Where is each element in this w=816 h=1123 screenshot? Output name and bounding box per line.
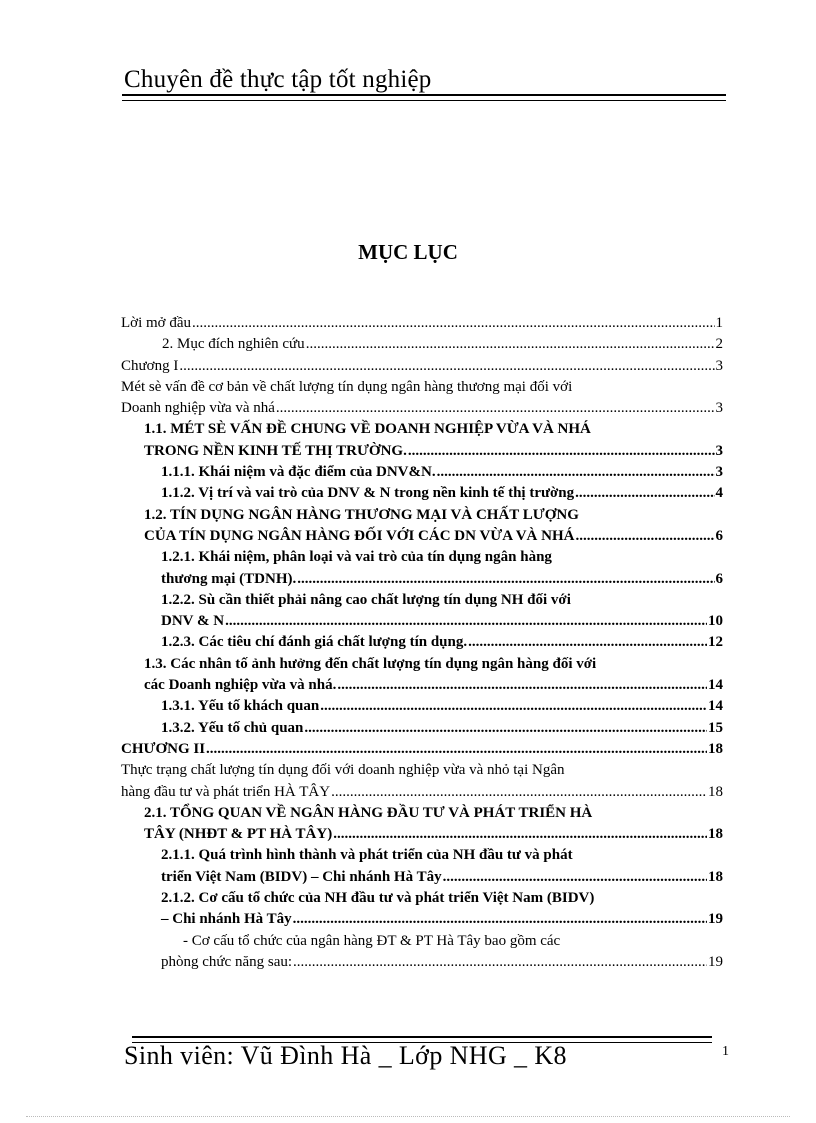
toc-dot-leader — [575, 526, 714, 547]
toc-page-number: 19 — [708, 911, 723, 928]
toc-dot-leader — [276, 398, 715, 419]
toc-entry[interactable] — [121, 483, 723, 504]
toc-entry[interactable] — [121, 590, 723, 611]
toc-entry[interactable] — [121, 377, 723, 398]
page-title: MỤC LỤC — [358, 240, 458, 264]
toc-entry[interactable] — [121, 760, 723, 781]
toc-entry-text: – Chi nhánh Hà Tây — [161, 911, 292, 928]
toc-page-number: 6 — [715, 570, 723, 587]
toc-dot-leader — [206, 739, 707, 760]
toc-dot-leader — [437, 462, 715, 483]
page-edge-divider — [26, 1116, 790, 1117]
toc-dot-leader — [443, 867, 707, 888]
toc-entry-text: hàng đầu tư và phát triển HÀ TÂY — [121, 783, 331, 800]
toc-entry-text: Thực trạng chất lượng tín dụng đối với doanh nghiệp vừa và nhỏ tại Ngân — [121, 762, 565, 779]
toc-entry[interactable] — [121, 441, 723, 462]
toc-dot-leader — [306, 334, 715, 355]
toc-entry[interactable] — [121, 356, 723, 377]
toc-entry-text: 2.1.1. Quá trình hình thành và phát triển của NH đầu tư và phát — [161, 847, 573, 864]
toc-entry[interactable] — [121, 569, 723, 590]
page-number: 1 — [722, 1044, 729, 1059]
toc-entry-text: 2.1. TỔNG QUAN VỀ NGÂN HÀNG ĐẦU TƯ VÀ PHÁT TRIỂN HÀ — [144, 804, 593, 821]
toc-entry[interactable] — [121, 931, 723, 952]
toc-page-number: 18 — [708, 868, 723, 885]
toc-page-number: 18 — [708, 740, 723, 757]
toc-page-number: 6 — [715, 527, 723, 544]
toc-page-number: 3 — [715, 464, 723, 481]
toc-page-number: 2 — [715, 336, 723, 353]
toc-entry[interactable] — [121, 505, 723, 526]
toc-page-number: 10 — [708, 613, 723, 630]
toc-page-number: 18 — [708, 783, 723, 800]
toc-dot-leader — [192, 313, 714, 334]
header-rule — [122, 94, 726, 101]
toc-entry-text: triển Việt Nam (BIDV) – Chi nhánh Hà Tây — [161, 868, 442, 885]
toc-entry[interactable] — [121, 845, 723, 866]
toc-entry[interactable] — [121, 462, 723, 483]
toc-entry[interactable] — [121, 718, 723, 739]
toc-dot-leader — [575, 483, 714, 504]
toc-entry[interactable] — [121, 696, 723, 717]
toc-entry[interactable] — [121, 952, 723, 973]
toc-entry-text: 1.2. TÍN DỤNG NGÂN HÀNG THƯƠNG MẠI VÀ CHẤT LƯỢNG — [144, 506, 579, 523]
toc-entry-text: 1.3.2. Yếu tố chủ quan — [161, 719, 304, 736]
toc-entry-text: 2. Mục đích nghiên cứu — [162, 336, 305, 353]
toc-dot-leader — [179, 356, 714, 377]
toc-entry[interactable] — [121, 526, 723, 547]
toc-entry-text: 1.2.2. Sù cần thiết phải nâng cao chất lượng tín dụng NH đối với — [161, 591, 571, 608]
toc-dot-leader — [331, 782, 707, 803]
toc-dot-leader — [320, 696, 707, 717]
toc-entry-text: 1.2.1. Khái niệm, phân loại và vai trò của tín dụng ngân hàng — [161, 549, 552, 566]
toc-dot-leader — [293, 952, 707, 973]
toc-entry[interactable] — [121, 782, 723, 803]
toc-page-number: 3 — [715, 442, 723, 459]
toc-entry[interactable] — [121, 654, 723, 675]
toc-entry-text: Doanh nghiệp vừa và nhá — [121, 400, 275, 417]
toc-page-number: 14 — [708, 698, 723, 715]
toc-entry[interactable] — [121, 739, 723, 760]
toc-entry-text: TÂY (NHĐT & PT HÀ TÂY) — [144, 826, 333, 843]
header-title: Chuyên đề thực tập tốt nghiệp — [124, 66, 432, 93]
toc-dot-leader — [293, 909, 707, 930]
toc-entry-text: 1.1.2. Vị trí và vai trò của DNV & N trong nền kinh tế thị trường — [161, 485, 575, 502]
toc-dot-leader — [408, 441, 715, 462]
toc-entry-text: Lời mở đầu — [121, 315, 192, 331]
toc-page-number: 18 — [708, 826, 723, 843]
toc-entry-text: 1.3. Các nhân tố ảnh hưởng đến chất lượng tín dụng ngân hàng đối với — [144, 655, 597, 672]
toc-entry[interactable] — [121, 398, 723, 419]
toc-entry[interactable] — [121, 632, 723, 653]
toc-page-number: 19 — [708, 953, 723, 970]
toc-dot-leader — [225, 611, 707, 632]
toc-dot-leader — [468, 632, 707, 653]
toc-entry-text: TRONG NỀN KINH TẾ THỊ TRƯỜNG. — [144, 442, 407, 459]
toc-entry-text: Mét sè vấn đề cơ bản về chất lượng tín dụng ngân hàng thương mại đối với — [121, 378, 573, 395]
toc-entry-text: 1.1. MÉT SÈ VẤN ĐỀ CHUNG VỀ DOANH NGHIỆP VỪA VÀ NHÁ — [144, 421, 591, 438]
toc-entry-text: 2.1.2. Cơ cấu tổ chức của NH đầu tư và phát triển Việt Nam (BIDV) — [161, 890, 595, 907]
toc-entry[interactable] — [121, 611, 723, 632]
toc-entry-text: 1.1.1. Khái niệm và đặc điểm của DNV&N. — [161, 464, 436, 481]
toc-entry-text: 1.3.1. Yếu tố khách quan — [161, 698, 320, 715]
toc-page-number: 14 — [708, 677, 723, 694]
toc-page-number: 1 — [715, 315, 723, 331]
toc-entry-text: CỦA TÍN DỤNG NGÂN HÀNG ĐỐI VỚI CÁC DN VỪA VÀ NHÁ — [144, 527, 575, 544]
toc-entry-text: - Cơ cấu tổ chức của ngân hàng ĐT & PT Hà Tây bao gồm các — [183, 932, 561, 949]
toc-entry[interactable] — [121, 419, 723, 440]
toc-entry[interactable] — [121, 888, 723, 909]
toc-dot-leader — [337, 675, 707, 696]
toc-entry[interactable] — [121, 824, 723, 845]
toc-entry-text: CHƯƠNG II — [121, 740, 206, 757]
toc-page-number: 3 — [715, 357, 723, 374]
toc-entry[interactable] — [121, 867, 723, 888]
toc-page-number: 12 — [708, 634, 723, 651]
toc-entry-text: thương mại (TDNH). — [161, 570, 297, 587]
toc-page-number: 4 — [715, 485, 723, 502]
table-of-contents — [121, 313, 723, 973]
toc-entry-text: Chương I — [121, 357, 179, 374]
toc-entry-text: các Doanh nghiệp vừa và nhá. — [144, 677, 337, 694]
toc-entry[interactable] — [121, 547, 723, 568]
toc-dot-leader — [333, 824, 707, 845]
toc-entry[interactable] — [121, 909, 723, 930]
toc-entry[interactable] — [121, 313, 723, 334]
toc-dot-leader — [304, 718, 707, 739]
toc-entry[interactable] — [121, 334, 723, 355]
footer-text: Sinh viên: Vũ Đình Hà _ Lớp NHG _ K8 — [124, 1041, 567, 1070]
toc-entry-text: phòng chức năng sau: — [161, 953, 293, 970]
toc-entry-text: DNV & N — [161, 613, 225, 630]
toc-page-number: 3 — [715, 400, 723, 417]
toc-page-number: 15 — [708, 719, 723, 736]
toc-entry[interactable] — [121, 675, 723, 696]
toc-entry-text: 1.2.3. Các tiêu chí đánh giá chất lượng tín dụng. — [161, 634, 468, 651]
toc-entry[interactable] — [121, 803, 723, 824]
toc-dot-leader — [297, 569, 714, 590]
